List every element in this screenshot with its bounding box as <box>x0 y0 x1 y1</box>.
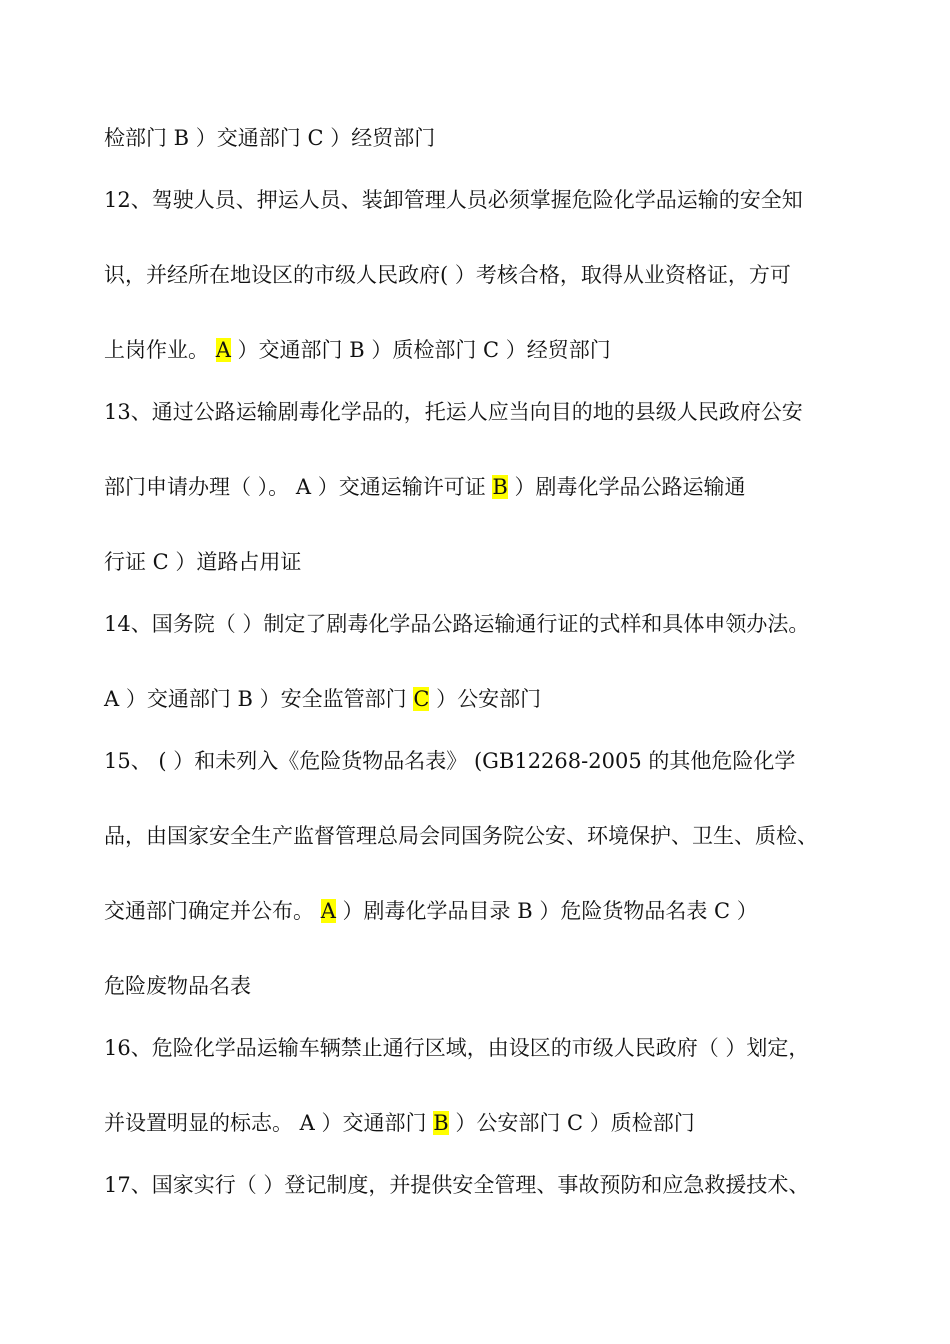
line-text: 17、国家实行（ ）登记制度，并提供安全管理、事故预防和应急救援技术、 <box>104 1173 810 1197</box>
line-text: 14、国务院（ ）制定了剧毒化学品公路运输通行证的式样和具体申领办法。 <box>104 612 810 636</box>
highlighted-answer: A <box>215 338 231 362</box>
text-line-14 <box>104 1109 864 1137</box>
line-text: 13、通过公路运输剧毒化学品的，托运人应当向目的地的县级人民政府公安 <box>104 400 803 424</box>
text-line-12 <box>104 972 864 1000</box>
highlighted-answer: B <box>492 475 508 499</box>
text-line-2 <box>104 261 864 289</box>
line-text: 识，并经所在地设区的市级人民政府( ）考核合格，取得从业资格证，方可 <box>104 263 791 287</box>
text-line-5 <box>104 473 864 501</box>
text-line-10 <box>104 822 864 850</box>
line-text: 并设置明显的标志。 A ）交通部门 <box>104 1111 434 1135</box>
text-line-11 <box>104 897 864 925</box>
line-text: 上岗作业。 <box>104 338 216 362</box>
line-text: 15、 ( ）和未列入《危险货物品名表》 (GB12268-2005 的其他危险化学 <box>104 749 796 773</box>
line-text: ）剧毒化学品目录 B ）危险货物品名表 C ） <box>335 899 758 923</box>
line-text: 行证 C ）道路占用证 <box>104 550 302 574</box>
line-text: 交通部门确定并公布。 <box>104 899 321 923</box>
text-line-7 <box>104 610 864 638</box>
text-line-6 <box>104 548 864 576</box>
line-text: 部门申请办理（ ）。 A ）交通运输许可证 <box>104 475 493 499</box>
text-line-9 <box>104 747 864 775</box>
text-line-8 <box>104 685 864 713</box>
line-text: A ）交通部门 B ）安全监管部门 <box>104 687 414 711</box>
highlighted-answer: B <box>433 1111 449 1135</box>
line-text: ）剧毒化学品公路运输通 <box>507 475 746 499</box>
line-text: 12、驾驶人员、押运人员、装卸管理人员必须掌握危险化学品运输的安全知 <box>104 188 803 212</box>
text-line-13 <box>104 1034 864 1062</box>
highlighted-answer: C <box>413 687 430 711</box>
line-text: 危险废物品名表 <box>104 974 251 998</box>
line-text: ）公安部门 C ）质检部门 <box>448 1111 695 1135</box>
text-line-3 <box>104 336 864 364</box>
line-text: ）公安部门 <box>429 687 542 711</box>
text-line-4 <box>104 398 864 426</box>
text-line-1 <box>104 186 864 214</box>
highlighted-answer: A <box>320 899 336 923</box>
text-line-0 <box>104 124 864 152</box>
line-text: 检部门 B ）交通部门 C ）经贸部门 <box>104 126 436 150</box>
line-text: 品，由国家安全生产监督管理总局会同国务院公安、环境保护、卫生、质检、 <box>104 824 818 848</box>
line-text: 16、危险化学品运输车辆禁止通行区域，由设区的市级人民政府（ ）划定， <box>104 1036 810 1060</box>
text-line-15 <box>104 1171 864 1199</box>
line-text: ）交通部门 B ）质检部门 C ）经贸部门 <box>230 338 611 362</box>
